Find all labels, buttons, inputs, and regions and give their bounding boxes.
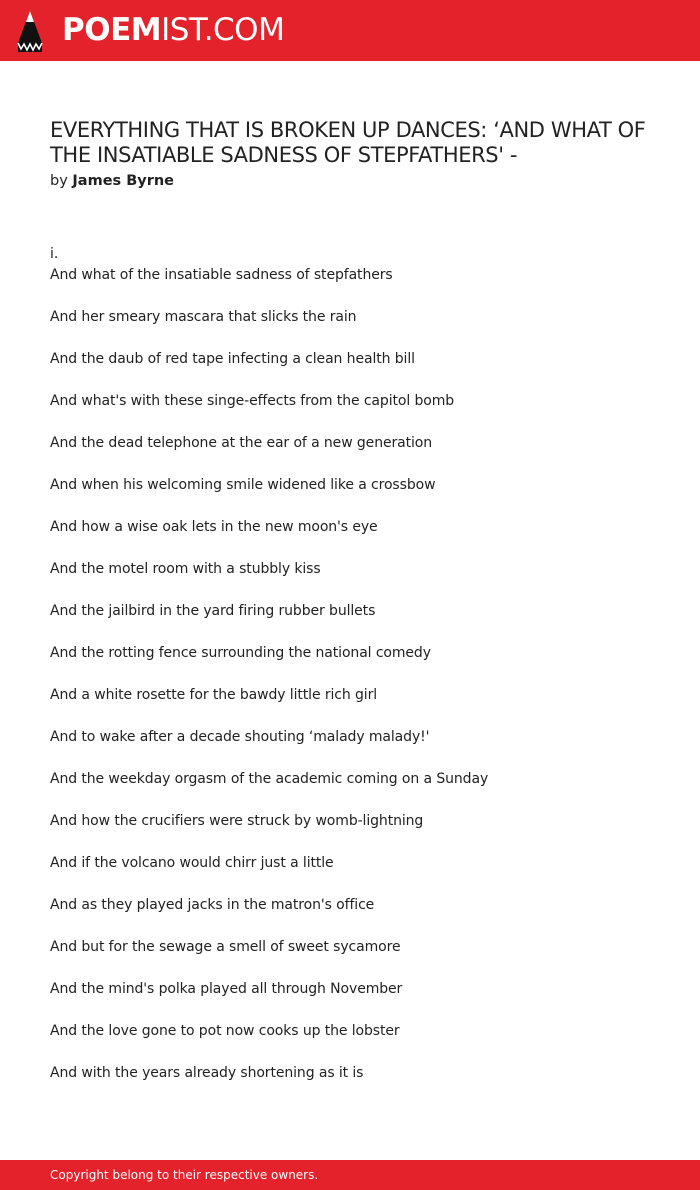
site-header: [0, 0, 700, 61]
poem-line: And what of the insatiable sadness of stepfathers: [50, 267, 393, 283]
poem-line: And the motel room with a stubbly kiss: [50, 561, 321, 577]
poem-line: And the dead telephone at the ear of a new generation: [50, 435, 433, 451]
site-footer: [0, 1160, 700, 1190]
poem-line: And the mind's polka played all through November: [50, 981, 403, 997]
author-name: James Byrne: [72, 173, 175, 189]
poem-line: And with the years already shortening as it is: [50, 1065, 364, 1081]
site-logo-text[interactable]: [62, 11, 284, 49]
poem-line: And when his welcoming smile widened like a crossbow: [50, 477, 436, 493]
poem-line: And as they played jacks in the matron's office: [50, 897, 375, 913]
poem-line: And what's with these singe-effects from the capitol bomb: [50, 393, 455, 409]
poem-line: And a white rosette for the bawdy little rich girl: [50, 687, 378, 703]
poem-line: And the daub of red tape infecting a clean health bill: [50, 351, 415, 367]
poem-line: And how a wise oak lets in the new moon's eye: [50, 519, 378, 535]
poem-line: And but for the sewage a smell of sweet sycamore: [50, 939, 401, 955]
pencil-logo-icon[interactable]: [17, 9, 43, 53]
poem-line: And if the volcano would chirr just a little: [50, 855, 334, 871]
logo-text-bold: POEM: [62, 12, 162, 48]
poem-lines: [50, 264, 680, 1104]
logo-text-light: IST.COM: [161, 12, 285, 48]
poem-line: And her smeary mascara that slicks the rain: [50, 309, 357, 325]
poem-title: EVERYTHING THAT IS BROKEN UP DANCES: ‘AND WHAT OF THE INSATIABLE SADNESS OF STEPFATHERS' -: [50, 118, 646, 167]
poem-line: And the rotting fence surrounding the national comedy: [50, 645, 431, 661]
copyright-text: Copyright belong to their respective owners.: [50, 1168, 319, 1182]
by-label: by: [50, 173, 68, 189]
poem-line: And the weekday orgasm of the academic coming on a Sunday: [50, 771, 489, 787]
section-label: i.: [50, 246, 59, 262]
poem-heading: [50, 118, 680, 191]
poem-line: And the love gone to pot now cooks up the lobster: [50, 1023, 400, 1039]
poem-line: And to wake after a decade shouting ‘malady malady!': [50, 729, 430, 745]
poem-body: [50, 245, 680, 1104]
poem-line: And the jailbird in the yard firing rubber bullets: [50, 603, 376, 619]
byline: [50, 171, 680, 191]
poem-line: And how the crucifiers were struck by womb-lightning: [50, 813, 424, 829]
